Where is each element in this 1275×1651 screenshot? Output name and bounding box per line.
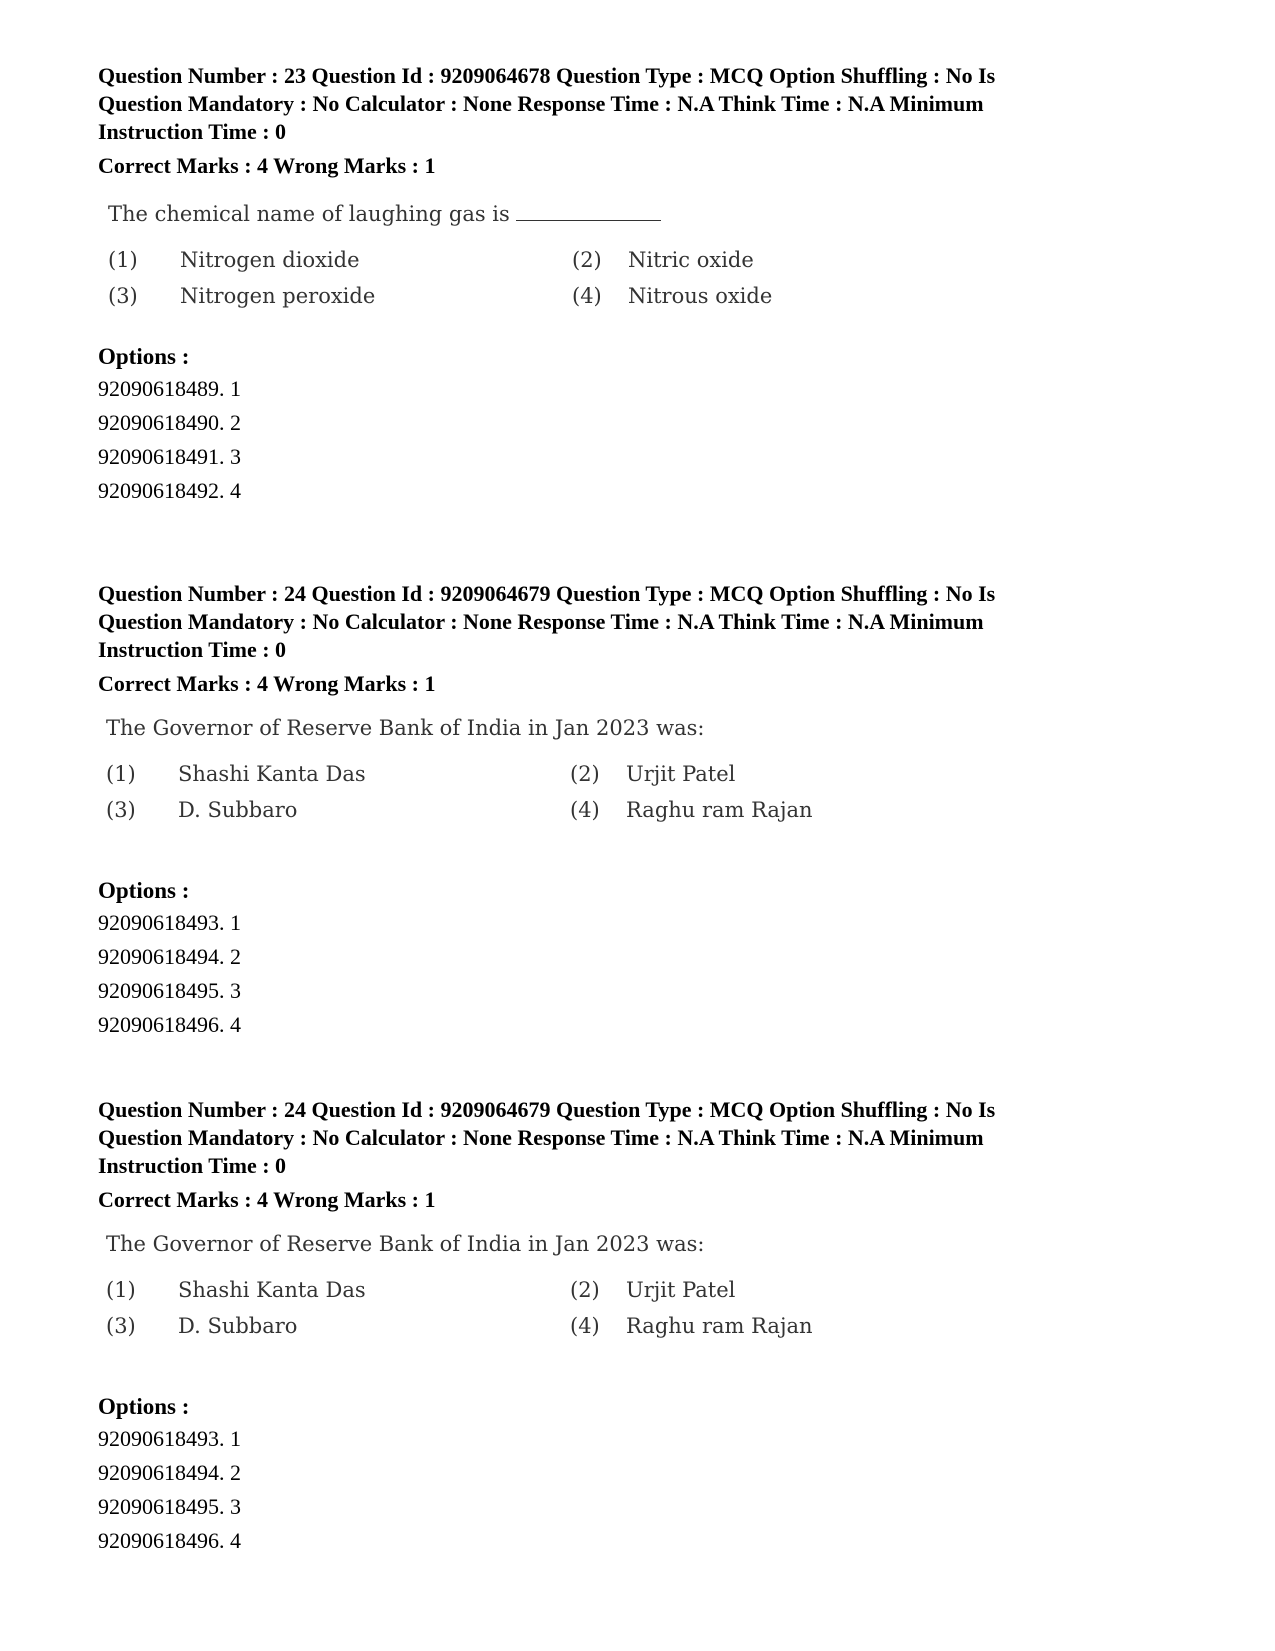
question-block	[98, 1096, 1188, 1558]
choice-text: Nitric oxide	[628, 248, 754, 272]
question-meta-line: Question Mandatory : No Calculator : None Response Time : N.A Think Time : N.A Minimum	[98, 609, 984, 634]
question-meta-line: Instruction Time : 0	[98, 119, 287, 144]
choice-text: Nitrogen peroxide	[180, 284, 376, 308]
choice-text: Urjit Patel	[626, 762, 736, 786]
choice-text: Shashi Kanta Das	[178, 762, 366, 786]
question-content	[108, 202, 1188, 342]
options-list	[98, 1422, 1188, 1558]
choice-number: (3)	[106, 1314, 136, 1338]
choice-text: Nitrogen dioxide	[180, 248, 360, 272]
question-marks: Correct Marks : 4 Wrong Marks : 1	[98, 153, 436, 178]
choice-number: (2)	[570, 1278, 600, 1302]
question-meta-line: Question Number : 23 Question Id : 9209064678 Question Type : MCQ Option Shuffling : No Is	[98, 63, 996, 88]
options-title: Options :	[98, 344, 190, 369]
answer-blank	[516, 202, 661, 221]
question-text: The chemical name of laughing gas is	[108, 202, 510, 226]
options-list	[98, 372, 1188, 508]
choice-text: Raghu ram Rajan	[626, 798, 813, 822]
option-item: 92090618489. 1	[98, 376, 241, 401]
choice-text: Shashi Kanta Das	[178, 1278, 366, 1302]
question-meta-line: Question Mandatory : No Calculator : None Response Time : N.A Think Time : N.A Minimum	[98, 91, 984, 116]
question-block	[98, 580, 1188, 1042]
option-item: 92090618493. 1	[98, 910, 241, 935]
choice-number: (2)	[572, 248, 602, 272]
option-item: 92090618495. 3	[98, 1494, 241, 1519]
option-item: 92090618495. 3	[98, 978, 241, 1003]
option-item: 92090618494. 2	[98, 1460, 241, 1485]
question-text-row	[108, 202, 661, 226]
question-meta-line: Question Number : 24 Question Id : 9209064679 Question Type : MCQ Option Shuffling : No Is	[98, 1097, 996, 1122]
choice-number: (1)	[108, 248, 138, 272]
option-item: 92090618490. 2	[98, 410, 241, 435]
question-content	[106, 716, 1188, 876]
choice-number: (4)	[572, 284, 602, 308]
choice-text: Urjit Patel	[626, 1278, 736, 1302]
option-item: 92090618494. 2	[98, 944, 241, 969]
choice-text: D. Subbaro	[178, 798, 298, 822]
choice-number: (3)	[106, 798, 136, 822]
question-block	[98, 62, 1188, 508]
choice-text: Raghu ram Rajan	[626, 1314, 813, 1338]
question-text: The Governor of Reserve Bank of India in Jan 2023 was:	[106, 1232, 705, 1256]
question-meta-line: Question Number : 24 Question Id : 9209064679 Question Type : MCQ Option Shuffling : No Is	[98, 581, 996, 606]
option-item: 92090618492. 4	[98, 478, 241, 503]
option-item: 92090618496. 4	[98, 1012, 241, 1037]
options-title: Options :	[98, 878, 190, 903]
choice-text: Nitrous oxide	[628, 284, 773, 308]
question-marks: Correct Marks : 4 Wrong Marks : 1	[98, 671, 436, 696]
option-item: 92090618491. 3	[98, 444, 241, 469]
question-meta-line: Instruction Time : 0	[98, 637, 287, 662]
choice-number: (4)	[570, 798, 600, 822]
question-meta-line: Question Mandatory : No Calculator : None Response Time : N.A Think Time : N.A Minimum	[98, 1125, 984, 1150]
option-item: 92090618496. 4	[98, 1528, 241, 1553]
choice-number: (4)	[570, 1314, 600, 1338]
choice-number: (3)	[108, 284, 138, 308]
choice-number: (2)	[570, 762, 600, 786]
options-list	[98, 906, 1188, 1042]
question-text: The Governor of Reserve Bank of India in Jan 2023 was:	[106, 716, 705, 740]
choice-number: (1)	[106, 762, 136, 786]
options-title: Options :	[98, 1394, 190, 1419]
choice-number: (1)	[106, 1278, 136, 1302]
question-meta-line: Instruction Time : 0	[98, 1153, 287, 1178]
question-marks: Correct Marks : 4 Wrong Marks : 1	[98, 1187, 436, 1212]
question-content	[106, 1232, 1188, 1392]
option-item: 92090618493. 1	[98, 1426, 241, 1451]
choice-text: D. Subbaro	[178, 1314, 298, 1338]
